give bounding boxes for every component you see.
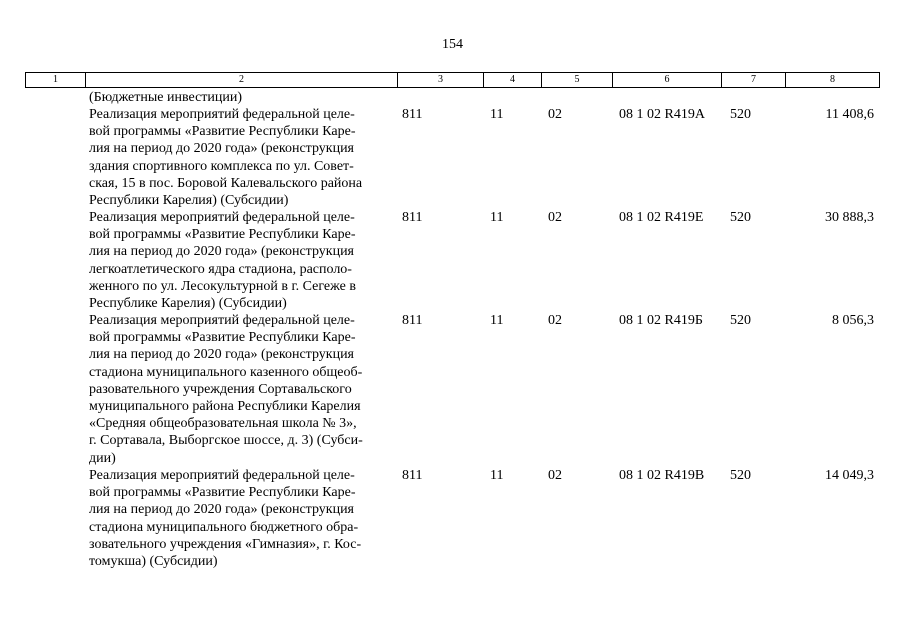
description-line: дии)	[89, 450, 116, 466]
admin-code-cell: 811	[402, 107, 423, 122]
description-line: стадиона муниципального бюджетного обра-	[89, 519, 359, 535]
amount-cell: 8 056,3	[832, 313, 874, 328]
subsection-cell: 02	[548, 210, 562, 225]
column-header-4: 4	[484, 73, 542, 87]
description-line: муниципального района Республики Карелия	[89, 399, 361, 415]
target-article-cell: 08 1 02 R419Б	[619, 313, 703, 328]
description-line: лия на период до 2020 года» (реконструкция	[89, 141, 354, 157]
target-article-cell: 08 1 02 R419Е	[619, 210, 704, 225]
section-cell: 11	[490, 313, 504, 328]
column-header-3: 3	[398, 73, 484, 87]
target-article-cell: 08 1 02 R419В	[619, 468, 705, 483]
row-description	[89, 106, 399, 209]
intro-line: (Бюджетные инвестиции)	[89, 90, 243, 105]
description-line: Реализация мероприятий федеральной целе-	[89, 210, 355, 225]
description-line: ская, 15 в пос. Боровой Калевальского района	[89, 175, 363, 191]
page-number: 154	[442, 37, 463, 52]
description-line: здания спортивного комплекса по ул. Совет-	[89, 158, 354, 174]
section-cell: 11	[490, 468, 504, 483]
expense-type-cell: 520	[730, 313, 751, 328]
section-cell: 11	[490, 107, 504, 122]
description-line: вой программы «Развитие Республики Каре-	[89, 485, 356, 501]
column-header-7: 7	[722, 73, 786, 87]
description-line: вой программы «Развитие Республики Каре-	[89, 227, 356, 243]
admin-code-cell: 811	[402, 313, 423, 328]
table-header	[25, 72, 880, 88]
target-article-cell: 08 1 02 R419А	[619, 107, 705, 122]
description-line: лия на период до 2020 года» (реконструкция	[89, 347, 354, 363]
row-description	[89, 312, 399, 467]
amount-cell: 11 408,6	[825, 107, 874, 122]
description-line: разовательного учреждения Сортавальского	[89, 381, 352, 397]
admin-code-cell: 811	[402, 468, 423, 483]
amount-cell: 30 888,3	[825, 210, 874, 225]
column-header-8: 8	[786, 73, 880, 87]
description-line: лия на период до 2020 года» (реконструкция	[89, 244, 354, 260]
expense-type-cell: 520	[730, 468, 751, 483]
description-line: Республики Карелия) (Субсидии)	[89, 193, 289, 209]
description-line: г. Сортавала, Выборгское шоссе, д. 3) (Субси-	[89, 433, 363, 449]
description-line: лия на период до 2020 года» (реконструкция	[89, 502, 354, 518]
subsection-cell: 02	[548, 313, 562, 328]
amount-cell: 14 049,3	[825, 468, 874, 483]
description-line: вой программы «Развитие Республики Каре-	[89, 124, 356, 140]
description-line: женного по ул. Лесокультурной в г. Сегеже в	[89, 278, 356, 294]
row-description	[89, 209, 399, 312]
description-line: зовательного учреждения «Гимназия», г. Кос-	[89, 536, 362, 552]
description-line: Реализация мероприятий федеральной целе-	[89, 313, 355, 328]
column-header-2: 2	[86, 73, 398, 87]
admin-code-cell: 811	[402, 210, 423, 225]
section-cell: 11	[490, 210, 504, 225]
description-line: Реализация мероприятий федеральной целе-	[89, 468, 355, 483]
description-line: «Средняя общеобразовательная школа № 3»,	[89, 416, 357, 432]
subsection-cell: 02	[548, 107, 562, 122]
description-line: вой программы «Развитие Республики Каре-	[89, 330, 356, 346]
description-line: Республике Карелия) (Субсидии)	[89, 296, 287, 312]
column-header-1: 1	[26, 73, 86, 87]
expense-type-cell: 520	[730, 107, 751, 122]
column-header-5: 5	[542, 73, 613, 87]
subsection-cell: 02	[548, 468, 562, 483]
description-line: томукша) (Субсидии)	[89, 554, 218, 570]
description-line: стадиона муниципального казенного общеоб-	[89, 364, 363, 380]
column-header-6: 6	[613, 73, 722, 87]
description-line: Реализация мероприятий федеральной целе-	[89, 107, 355, 122]
expense-type-cell: 520	[730, 210, 751, 225]
description-line: легкоатлетического ядра стадиона, располо-	[89, 261, 352, 277]
row-description	[89, 467, 399, 570]
